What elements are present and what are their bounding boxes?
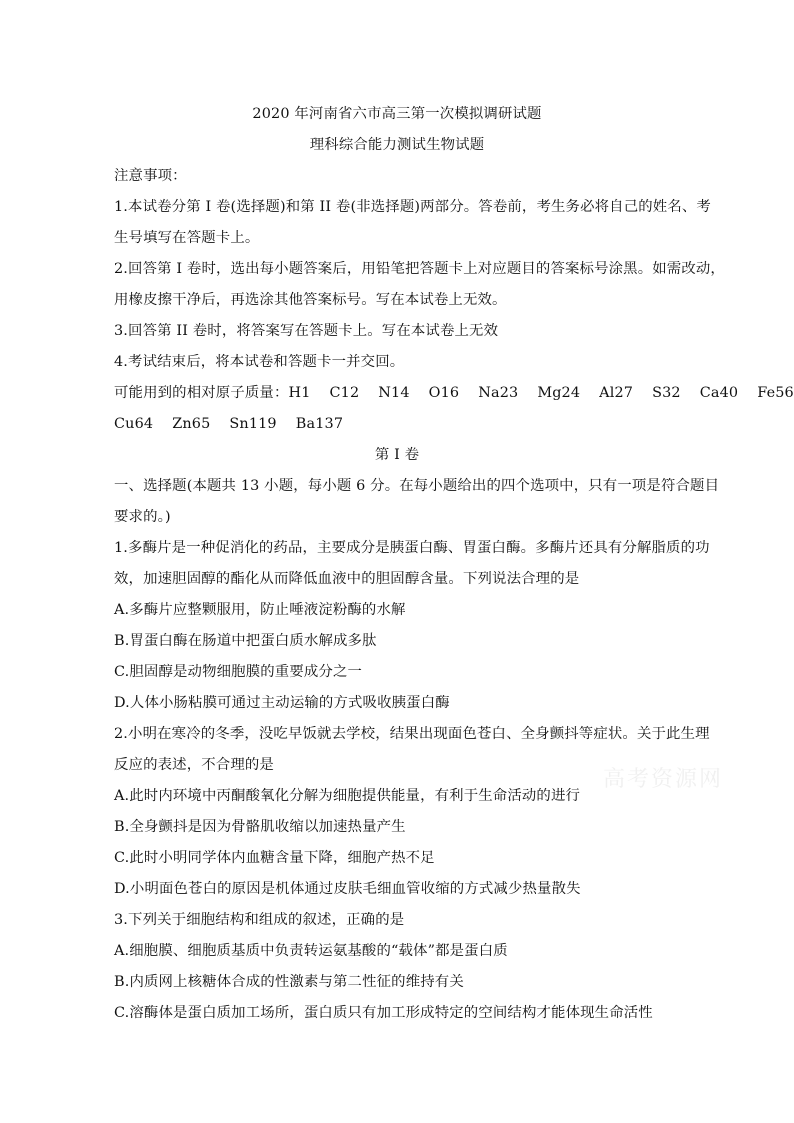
q3-stem: 3.下列关于细胞结构和组成的叙述，正确的是 — [114, 912, 405, 928]
exam-title: 2020 年河南省六市高三第一次模拟调研试题 — [252, 106, 542, 122]
section-instruction-line-1: 一、选择题(本题共 13 小题，每小题 6 分。在每小题给出的四个选项中，只有一项是符合题目 — [114, 478, 720, 494]
atomic-mass-row-2 — [114, 414, 362, 434]
atomic-mass: Cu64 — [114, 416, 154, 432]
q1-option-d: D.人体小肠粘膜可通过主动运输的方式吸收胰蛋白酶 — [114, 695, 450, 711]
atomic-mass: Sn119 — [229, 416, 277, 432]
q1-option-b: B.胃蛋白酶在肠道中把蛋白质水解成多肽 — [114, 633, 377, 649]
q2-option-d: D.小明面色苍白的原因是机体通过皮肤毛细血管收缩的方式减少热量散失 — [114, 881, 581, 897]
atomic-mass: H1 — [288, 385, 311, 401]
atomic-mass: C12 — [329, 385, 360, 401]
q2-stem-line-2: 反应的表述，不合理的是 — [114, 757, 274, 773]
atomic-mass: S32 — [652, 385, 681, 401]
notice-heading: 注意事项： — [114, 168, 187, 184]
atomic-mass: Ca40 — [699, 385, 739, 401]
watermark: 高考资源网 — [603, 767, 724, 792]
atomic-mass: O16 — [428, 385, 460, 401]
notice-item-1-line-2: 生号填写在答题卡上。 — [114, 230, 260, 246]
atomic-mass: Mg24 — [537, 385, 581, 401]
notice-item-2-line-1: 2.回答第 I 卷时，选出每小题答案后，用铅笔把答题卡上对应题目的答案标号涂黑。如需改动， — [114, 261, 725, 277]
exam-subtitle: 理科综合能力测试生物试题 — [309, 137, 485, 153]
q2-option-b: B.全身颤抖是因为骨骼肌收缩以加速热量产生 — [114, 819, 406, 835]
atomic-mass-row-1 — [114, 383, 794, 403]
atomic-mass: Al27 — [599, 385, 634, 401]
q2-option-a: A.此时内环境中丙酮酸氧化分解为细胞提供能量，有利于生命活动的进行 — [114, 788, 581, 804]
q3-option-b: B.内质网上核糖体合成的性激素与第二性征的维持有关 — [114, 974, 464, 990]
q1-stem-line-2: 效，加速胆固醇的酯化从而降低血液中的胆固醇含量。下列说法合理的是 — [114, 571, 580, 587]
notice-item-2-line-2: 用橡皮擦干净后，再选涂其他答案标号。写在本试卷上无效。 — [114, 292, 507, 308]
notice-item-3: 3.回答第 II 卷时，将答案写在答题卡上。写在本试卷上无效 — [114, 323, 499, 339]
q2-option-c: C.此时小明同学体内血糖含量下降，细胞产热不足 — [114, 850, 435, 866]
notice-item-4: 4.考试结束后，将本试卷和答题卡一并交回。 — [114, 354, 405, 370]
q3-option-c: C.溶酶体是蛋白质加工场所，蛋白质只有加工形成特定的空间结构才能体现生命活性 — [114, 1005, 653, 1021]
section-instruction-line-2: 要求的。) — [114, 509, 171, 525]
q2-stem-line-1: 2.小明在寒冷的冬季，没吃早饭就去学校，结果出现面色苍白、全身颤抖等症状。关于此生理 — [114, 726, 710, 742]
atomic-mass: N14 — [378, 385, 410, 401]
atomic-mass: Fe56 — [757, 385, 794, 401]
atomic-mass-label: 可能用到的相对原子质量： — [114, 385, 289, 401]
atomic-mass: Ba137 — [295, 416, 344, 432]
atomic-mass: Na23 — [478, 385, 519, 401]
q1-option-a: A.多酶片应整颗服用，防止唾液淀粉酶的水解 — [114, 602, 406, 618]
q3-option-a: A.细胞膜、细胞质基质中负责转运氨基酸的“载体”都是蛋白质 — [114, 943, 508, 959]
q1-option-c: C.胆固醇是动物细胞膜的重要成分之一 — [114, 664, 363, 680]
q1-stem-line-1: 1.多酶片是一种促消化的药品，主要成分是胰蛋白酶、胃蛋白酶。多酶片还具有分解脂质的功 — [114, 540, 710, 556]
section-title: 第 I 卷 — [374, 447, 420, 463]
atomic-mass: Zn65 — [172, 416, 211, 432]
notice-item-1-line-1: 1.本试卷分第 I 卷(选择题)和第 II 卷(非选择题)两部分。答卷前，考生务必将自己的姓名、考 — [114, 199, 711, 215]
